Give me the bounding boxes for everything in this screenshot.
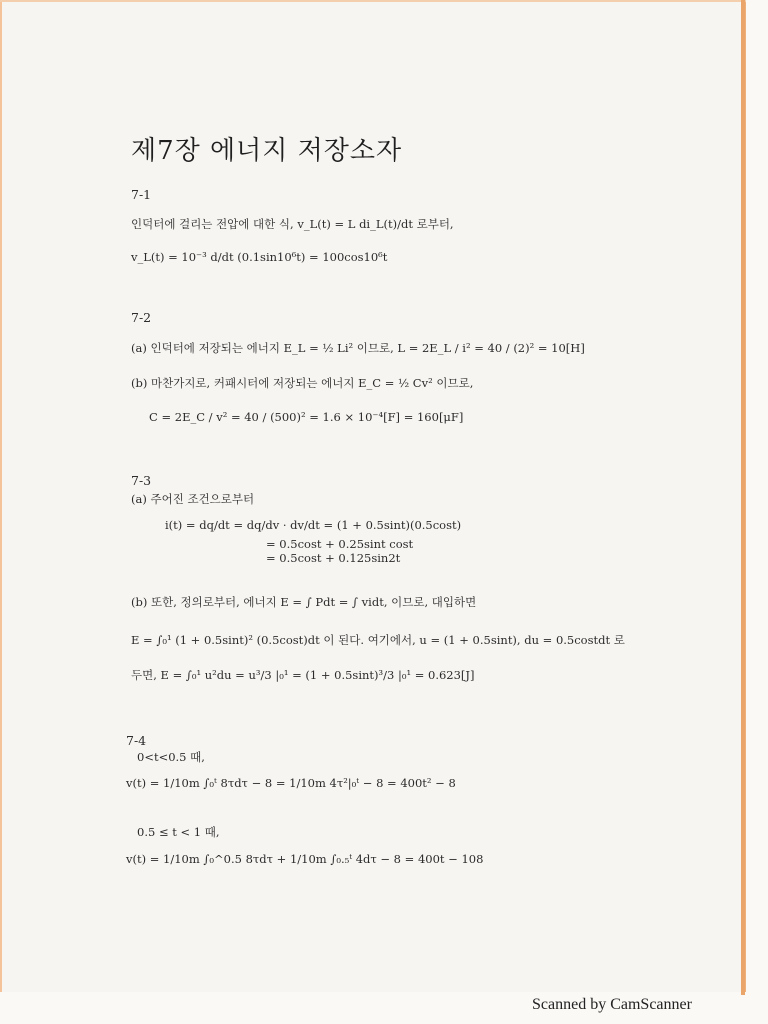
page-top-edge [0, 0, 746, 2]
section-7-3-line-7: 두면, E = ∫₀¹ u²du = u³/3 |₀¹ = (1 + 0.5sint)³/3 |₀¹ = 0.623[J] [131, 668, 475, 682]
section-7-1-line-1: 인덕터에 걸리는 전압에 대한 식, v_L(t) = L di_L(t)/dt 로부터, [131, 217, 454, 231]
section-7-2-line-2: (b) 마찬가지로, 커패시터에 저장되는 에너지 E_C = ½ Cv² 이므로, [131, 376, 474, 390]
section-7-3-line-1: (a) 주어진 조건으로부터 [131, 492, 255, 506]
section-7-4-label: 7-4 [126, 733, 147, 748]
section-7-2-label: 7-2 [131, 310, 152, 325]
page-right-edge [741, 0, 745, 995]
section-7-3-line-5: (b) 또한, 정의로부터, 에너지 E = ∫ Pdt = ∫ vidt, 이므로, 대입하면 [131, 595, 477, 609]
scanner-watermark: Scanned by CamScanner [532, 996, 692, 1013]
section-7-3-line-3: = 0.5cost + 0.25sint cost [266, 537, 414, 551]
section-7-3-line-2: i(t) = dq/dt = dq/dv · dv/dt = (1 + 0.5sint)(0.5cost) [165, 518, 462, 532]
section-7-2-line-1: (a) 인덕터에 저장되는 에너지 E_L = ½ Li² 이므로, L = 2E_L / i² = 40 / (2)² = 10[H] [131, 341, 585, 355]
section-7-4-line-2: v(t) = 1/10m ∫₀ᵗ 8τdτ − 8 = 1/10m 4τ²|₀ᵗ − 8 = 400t² − 8 [126, 776, 456, 790]
section-7-1-label: 7-1 [131, 187, 152, 202]
section-7-1-line-2: v_L(t) = 10⁻³ d/dt (0.1sin10⁶t) = 100cos10⁶t [131, 250, 388, 264]
section-7-2-line-3: C = 2E_C / v² = 40 / (500)² = 1.6 × 10⁻⁴[F] = 160[μF] [149, 410, 464, 424]
section-7-3-line-4: = 0.5cost + 0.125sin2t [266, 551, 401, 565]
section-7-3-label: 7-3 [131, 473, 152, 488]
section-7-4-line-4: v(t) = 1/10m ∫₀^0.5 8τdτ + 1/10m ∫₀.₅ᵗ 4dτ − 8 = 400t − 108 [126, 852, 484, 866]
section-7-4-line-1: 0<t<0.5 때, [137, 750, 205, 764]
page-title: 제7장 에너지 저장소자 [131, 136, 403, 166]
section-7-3-line-6: E = ∫₀¹ (1 + 0.5sint)² (0.5cost)dt 이 된다. 여기에서, u = (1 + 0.5sint), du = 0.5costdt 로 [131, 633, 625, 647]
section-7-4-line-3: 0.5 ≤ t < 1 때, [137, 825, 220, 839]
